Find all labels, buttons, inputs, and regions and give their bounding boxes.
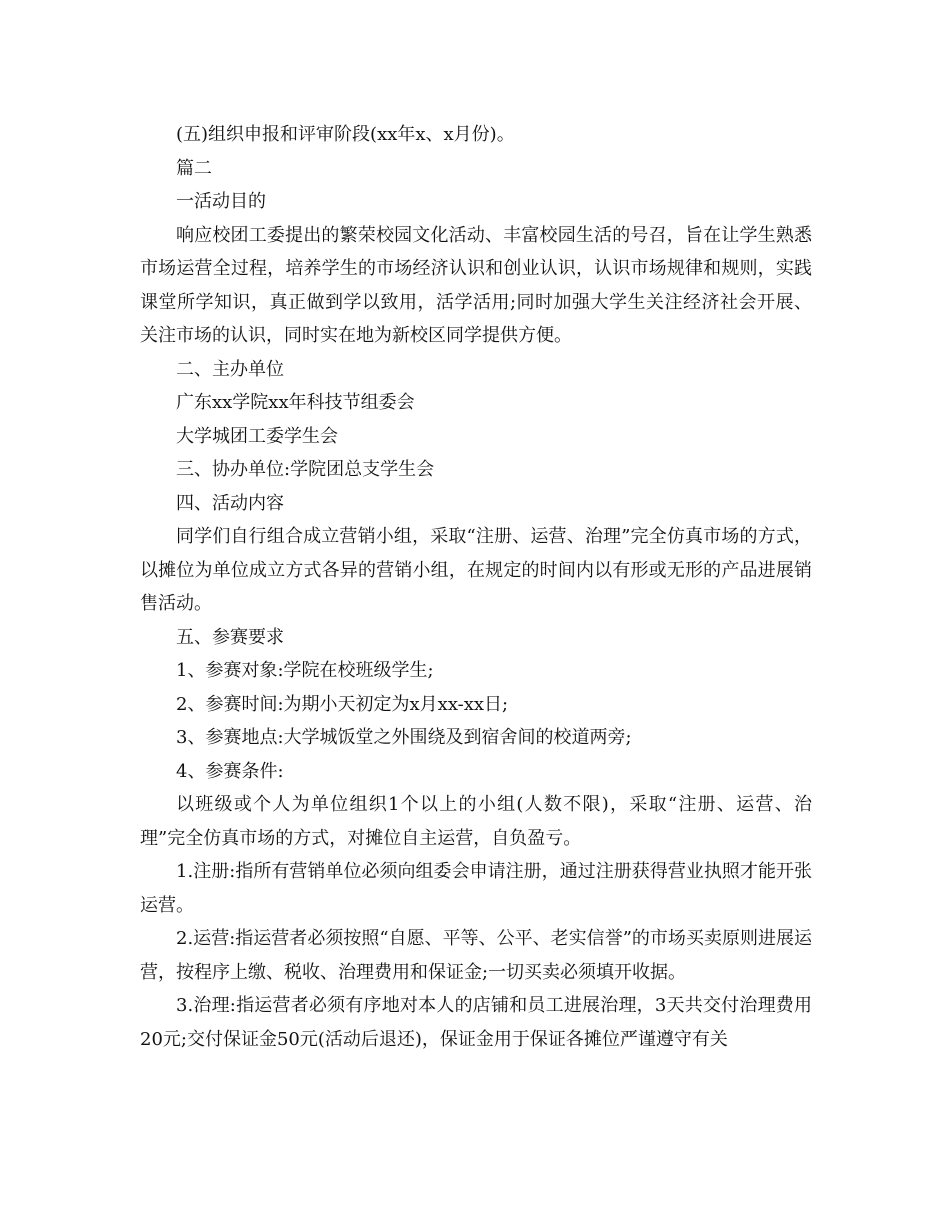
management-paragraph: 3.治理:指运营者必须有序地对本人的店铺和员工进展治理，3天共交付治理费用20元;交付保证金50元(活动后退还)，保证金用于保证各摊位严谨遵守有关 bbox=[140, 995, 812, 1050]
organizer-heading: 二、主办单位 bbox=[176, 358, 284, 380]
organizer-line-2: 大学城团工委学生会 bbox=[176, 425, 338, 447]
section-heading-five: (五)组织申报和评审阶段(xx年x、x月份)。 bbox=[176, 124, 515, 145]
activity-purpose-heading: 一活动目的 bbox=[176, 191, 266, 212]
part-two-heading: 篇二 bbox=[176, 157, 212, 179]
registration-paragraph: 1.注册:指所有营销单位必须向组委会申请注册，通过注册获得营业执照才能开张运营。 bbox=[140, 861, 812, 916]
requirement-item-1: 1、参赛对象:学院在校班级学生; bbox=[176, 660, 434, 681]
conditions-paragraph: 以班级或个人为单位组织1个以上的小组(人数不限)，采取“注册、运营、治理”完全仿真市场的方式，对摊位自主运营，自负盈亏。 bbox=[140, 794, 812, 849]
activity-purpose-paragraph: 响应校团工委提出的繁荣校园文化活动、丰富校园生活的号召，旨在让学生熟悉市场运营全过程，培养学生的市场经济认识和创业认识，认识市场规律和规则，实践课堂所学知识，真正做到学以致用，活学活用;同时加强大学生关注经济社会开展、关注市场的认识，同时实在地为新校区同学提供方便。 bbox=[140, 224, 812, 346]
organizer-line-1: 广东xx学院xx年科技节组委会 bbox=[176, 392, 415, 413]
requirement-item-3: 3、参赛地点:大学城饭堂之外围绕及到宿舍间的校道两旁; bbox=[176, 727, 632, 748]
document-body bbox=[140, 118, 812, 1056]
operation-paragraph: 2.运营:指运营者必须按照“自愿、平等、公平、老实信誉”的市场买卖原则进展运营，按程序上缴、税收、治理费用和保证金;一切买卖必须填开收据。 bbox=[140, 928, 812, 983]
activity-content-heading: 四、活动内容 bbox=[176, 492, 284, 514]
requirement-item-4: 4、参赛条件: bbox=[176, 760, 284, 782]
co-organizer-line: 三、协办单位:学院团总支学生会 bbox=[176, 459, 435, 480]
requirement-item-2: 2、参赛时间:为期小天初定为x月xx-xx日; bbox=[176, 693, 509, 715]
requirements-heading: 五、参赛要求 bbox=[176, 626, 284, 648]
activity-content-paragraph: 同学们自行组合成立营销小组，采取“注册、运营、治理”完全仿真市场的方式，以摊位为单位成立方式各异的营销小组，在规定的时间内以有形或无形的产品进展销售活动。 bbox=[140, 526, 812, 614]
